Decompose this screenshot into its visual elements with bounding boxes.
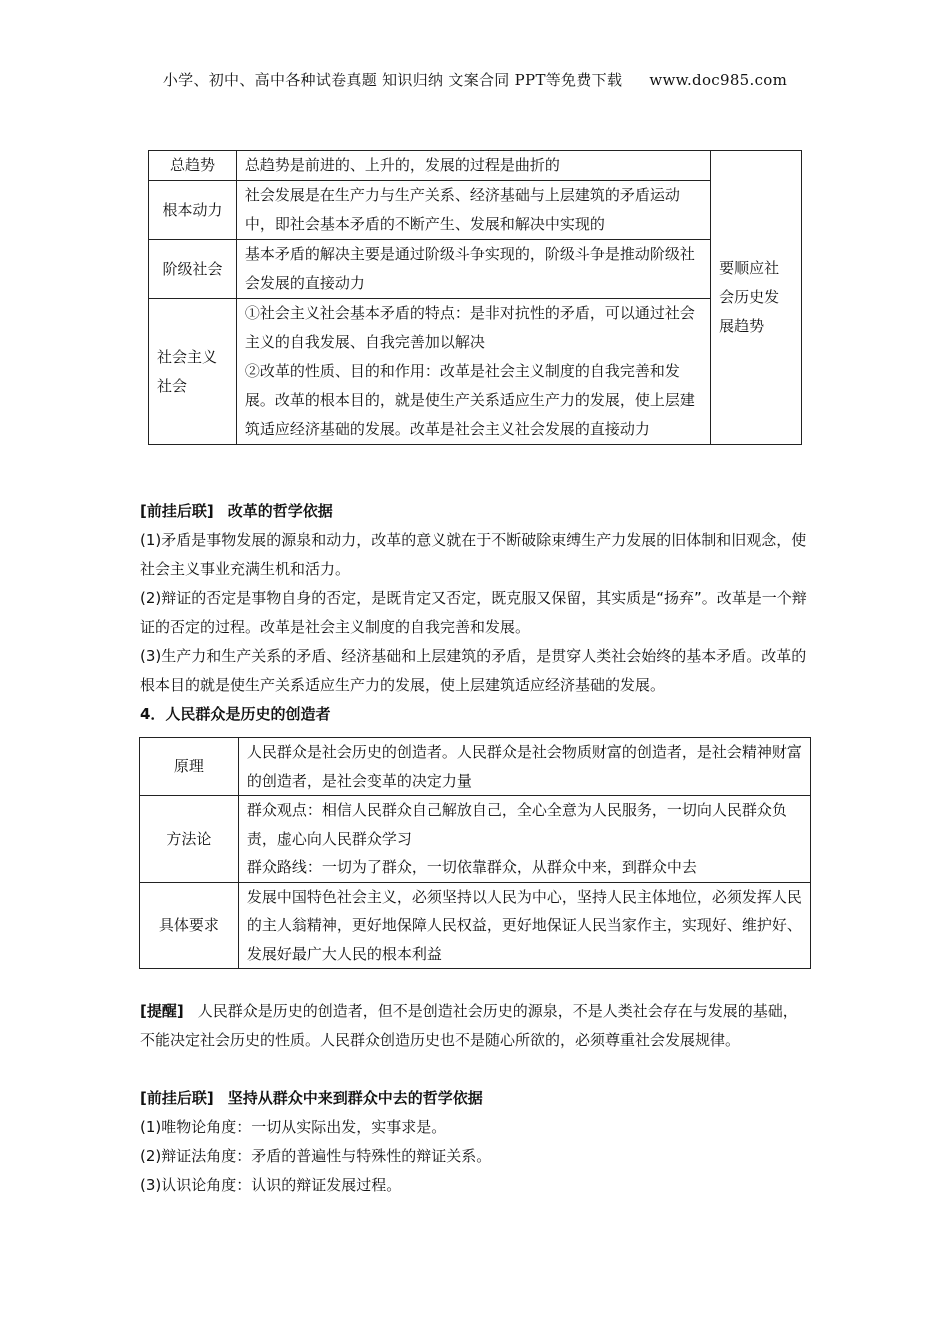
row-label: 具体要求 xyxy=(140,882,239,969)
row-content: 基本矛盾的解决主要是通过阶级斗争实现的，阶级斗争是推动阶级社会发展的直接动力 xyxy=(236,240,710,299)
paragraph: (1)唯物论角度：一切从实际出发，实事求是。 xyxy=(140,1118,447,1136)
reminder-block xyxy=(140,997,812,1055)
paragraph: (3)生产力和生产关系的矛盾、经济基础和上层建筑的矛盾，是贯穿人类社会始终的基本矛盾。改革的根本目的就是使生产关系适应生产力的发展，使上层建筑适应经济基础的发展。 xyxy=(140,647,807,694)
row-content: 总趋势是前进的、上升的，发展的过程是曲折的 xyxy=(236,151,710,181)
row-content xyxy=(236,299,710,445)
row-label: 总趋势 xyxy=(149,151,237,181)
side-note: 要顺应社会历史发展趋势 xyxy=(711,151,802,445)
section-title: 4．人民群众是历史的创造者 xyxy=(140,705,331,723)
section-mass-line-basis xyxy=(140,1084,812,1200)
reminder-text: 人民群众是历史的创造者，但不是创造社会历史的源泉，不是人类社会存在与发展的基础，不能决定社会历史的性质。人民群众创造历史也不是随心所欲的，必须尊重社会发展规律。 xyxy=(140,1002,798,1049)
table-row xyxy=(140,882,811,969)
paragraph: (2)辩证的否定是事物自身的否定，是既肯定又否定，既克服又保留，其实质是“扬弃”。改革是一个辩证的否定的过程。改革是社会主义制度的自我完善和发展。 xyxy=(140,589,807,636)
row-label: 阶级社会 xyxy=(149,240,237,299)
header-url[interactable]: www.doc985.com xyxy=(649,71,788,89)
row-label: 原理 xyxy=(140,738,239,796)
content-line: 群众路线：一切为了群众，一切依靠群众，从群众中来，到群众中去 xyxy=(246,858,697,876)
table-row xyxy=(149,240,802,299)
table-row xyxy=(140,796,811,883)
header-text: 小学、初中、高中各种试卷真题 知识归纳 文案合同 PPT等免费下载 xyxy=(162,71,623,89)
paragraph: (2)辩证法角度：矛盾的普遍性与特殊性的辩证关系。 xyxy=(140,1147,492,1165)
paragraph: (1)矛盾是事物发展的源泉和动力，改革的意义就在于不断破除束缚生产力发展的旧体制和旧观念，使社会主义事业充满生机和活力。 xyxy=(140,531,807,578)
social-development-table xyxy=(148,150,802,445)
row-label: 根本动力 xyxy=(149,181,237,240)
content-line: 群众观点：相信人民群众自己解放自己，全心全意为人民服务，一切向人民群众负责，虚心向人民群众学习 xyxy=(246,801,787,848)
row-label: 方法论 xyxy=(140,796,239,883)
row-content: 人民群众是社会历史的创造者。人民群众是社会物质财富的创造者，是社会精神财富的创造者，是社会变革的决定力量 xyxy=(238,738,810,796)
reminder-tag: [提醒] xyxy=(140,1002,184,1020)
section-heading: [前挂后联] 坚持从群众中来到群众中去的哲学依据 xyxy=(140,1089,483,1107)
section-heading: [前挂后联] 改革的哲学依据 xyxy=(140,502,333,520)
paragraph: (3)认识论角度：认识的辩证发展过程。 xyxy=(140,1176,402,1194)
row-content xyxy=(238,796,810,883)
table-row xyxy=(149,151,802,181)
content-line: ①社会主义社会基本矛盾的特点：是非对抗性的矛盾，可以通过社会主义的自我发展、自我完善加以解决 xyxy=(244,304,695,351)
table-row xyxy=(149,181,802,240)
row-content: 社会发展是在生产力与生产关系、经济基础与上层建筑的矛盾运动中，即社会基本矛盾的不断产生、发展和解决中实现的 xyxy=(236,181,710,240)
row-content: 发展中国特色社会主义，必须坚持以人民为中心，坚持人民主体地位，必须发挥人民的主人翁精神，更好地保障人民权益，更好地保证人民当家作主，实现好、维护好、发展好最广大人民的根本利益 xyxy=(238,882,810,969)
people-creators-table xyxy=(139,737,811,969)
table-row xyxy=(140,738,811,796)
row-label: 社会主义社会 xyxy=(149,299,237,445)
table-row xyxy=(149,299,802,445)
page-header xyxy=(0,69,950,90)
section-reform-basis xyxy=(140,497,812,729)
content-line: ②改革的性质、目的和作用：改革是社会主义制度的自我完善和发展。改革的根本目的，就是使生产关系适应生产力的发展，使上层建筑适应经济基础的发展。改革是社会主义社会发展的直接动力 xyxy=(244,362,695,438)
